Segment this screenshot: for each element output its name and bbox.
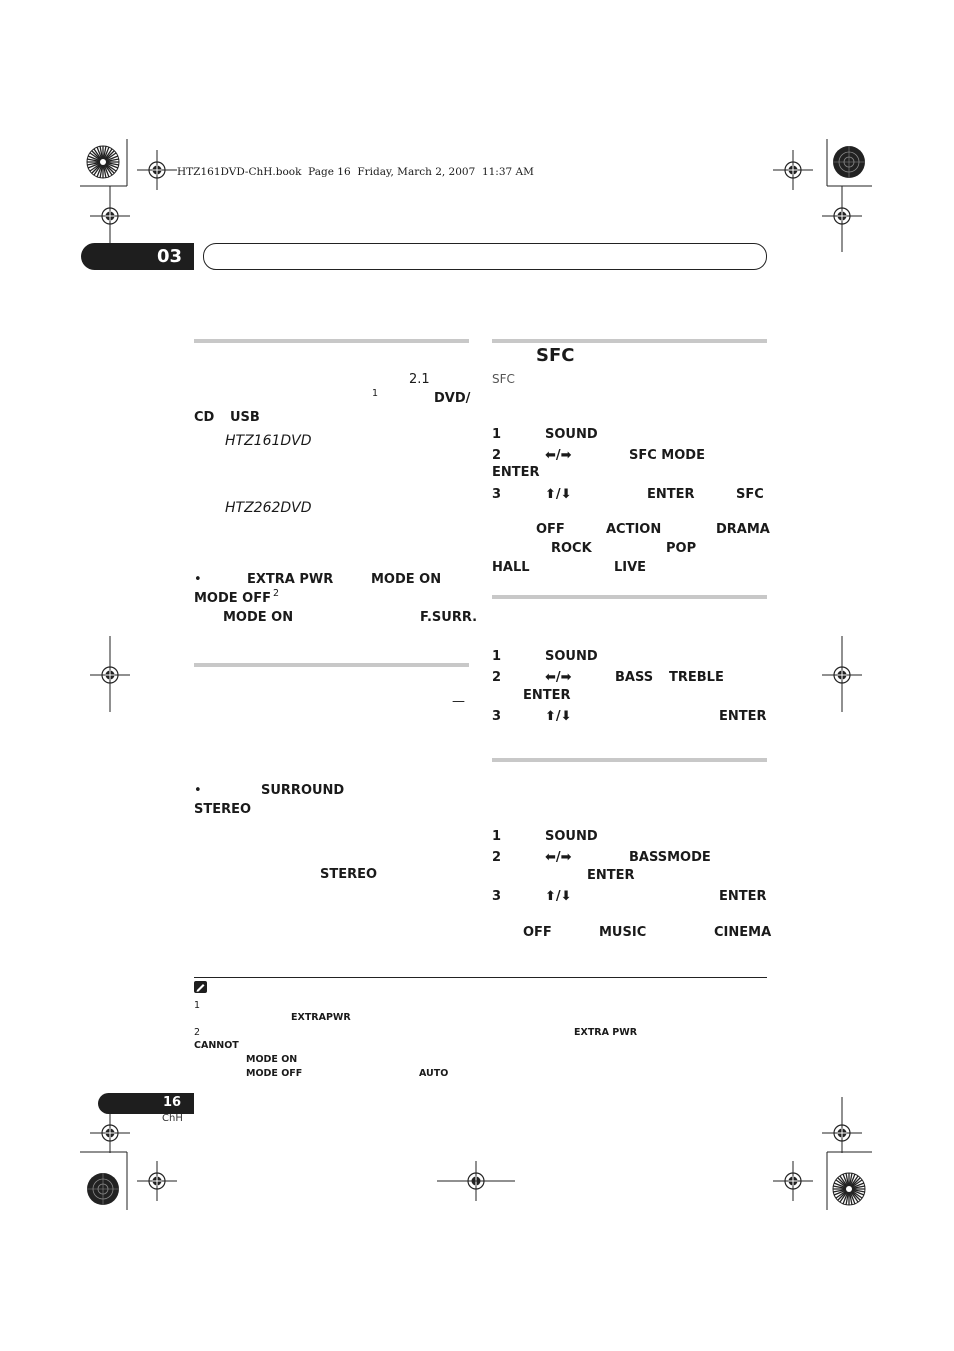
sound-button-label: SOUND: [545, 427, 598, 442]
footnote-ref-2: 2: [273, 588, 280, 599]
step-1: 1: [492, 829, 502, 844]
enter-label: ENTER: [523, 688, 571, 703]
step-3: 3: [492, 487, 502, 502]
book-info: HTZ161DVD-ChH.book Page 16 Friday, March 2, 2007 11:37 AM: [177, 166, 534, 178]
enter-label-2: ENTER: [647, 487, 695, 502]
usb-label: USB: [230, 410, 260, 425]
sfc-subtext: SFC: [492, 372, 515, 386]
enter-label: ENTER: [587, 868, 635, 883]
mode-hall: HALL: [492, 560, 530, 575]
stereo-label-2: STEREO: [320, 867, 378, 882]
mode-off-label: MODE OFF: [194, 591, 271, 606]
mode-pop: POP: [666, 541, 697, 556]
footnote-divider: [194, 977, 767, 978]
footnote-mode-off: MODE OFF: [246, 1068, 303, 1079]
mode-cinema: CINEMA: [714, 925, 772, 940]
dvd-label: DVD/: [434, 391, 471, 406]
step-1: 1: [492, 427, 502, 442]
step-1: 1: [492, 649, 502, 664]
footnote-extrapwr: EXTRAPWR: [291, 1012, 351, 1023]
sound-button-label: SOUND: [545, 649, 598, 664]
step-2: 2: [492, 850, 502, 865]
section-rule: [194, 663, 469, 667]
bullet: •: [194, 783, 202, 798]
section-rule: [492, 339, 767, 343]
up-down-arrows: ⬆/⬇: [545, 889, 572, 904]
section-rule: [492, 758, 767, 762]
step-3: 3: [492, 889, 502, 904]
mode-on-label-2: MODE ON: [223, 610, 294, 625]
enter-label: ENTER: [492, 465, 540, 480]
note-icon: [194, 981, 207, 993]
extra-pwr-label: EXTRA PWR: [247, 572, 334, 587]
mode-action: ACTION: [606, 522, 662, 537]
chapter-number: 03: [157, 246, 183, 267]
f-surr-label: F.SURR.: [420, 610, 478, 625]
model-htz262dvd: HTZ262DVD: [225, 500, 312, 516]
footnote-extra-pwr: EXTRA PWR: [574, 1027, 638, 1038]
dash: —: [452, 694, 465, 709]
left-right-arrows: ⬅/➡: [545, 850, 572, 865]
footnote-cannot: CANNOT: [194, 1040, 239, 1051]
page-number: 16: [163, 1095, 182, 1110]
step-2: 2: [492, 670, 502, 685]
bullet: •: [194, 572, 202, 587]
sound-button-label: SOUND: [545, 829, 598, 844]
enter-label-2: ENTER: [719, 889, 767, 904]
sfc-heading: SFC: [536, 345, 575, 366]
treble-label: TREBLE: [669, 670, 724, 685]
step-3: 3: [492, 709, 502, 724]
mode-rock: ROCK: [551, 541, 592, 556]
value-2-1: 2.1: [409, 372, 430, 387]
mode-on-label: MODE ON: [371, 572, 442, 587]
language-code: ChH: [162, 1113, 183, 1124]
cd-label: CD: [194, 410, 215, 425]
up-down-arrows: ⬆/⬇: [545, 709, 572, 724]
stereo-label: STEREO: [194, 802, 252, 817]
footnote-mode-on: MODE ON: [246, 1054, 298, 1065]
mode-off: OFF: [523, 925, 552, 940]
up-down-arrows: ⬆/⬇: [545, 487, 572, 502]
mode-live: LIVE: [614, 560, 647, 575]
left-right-arrows: ⬅/➡: [545, 448, 572, 463]
mode-off: OFF: [536, 522, 565, 537]
left-right-arrows: ⬅/➡: [545, 670, 572, 685]
section-rule: [194, 339, 469, 343]
bass-label: BASS: [615, 670, 654, 685]
bassmode-label: BASSMODE: [629, 850, 711, 865]
mode-music: MUSIC: [599, 925, 647, 940]
surround-label: SURROUND: [261, 783, 345, 798]
chapter-title-frame: [203, 243, 767, 270]
enter-label-2: ENTER: [719, 709, 767, 724]
model-htz161dvd: HTZ161DVD: [225, 433, 312, 449]
footnote-auto: AUTO: [419, 1068, 449, 1079]
footnote-2-number: 2: [194, 1027, 201, 1038]
footnote-ref-1: 1: [372, 388, 379, 399]
mode-drama: DRAMA: [716, 522, 770, 537]
sfc-mode-label: SFC MODE: [629, 448, 705, 463]
step-2: 2: [492, 448, 502, 463]
section-rule: [492, 595, 767, 599]
sfc-label: SFC: [736, 487, 764, 502]
footnote-1-number: 1: [194, 1000, 201, 1011]
